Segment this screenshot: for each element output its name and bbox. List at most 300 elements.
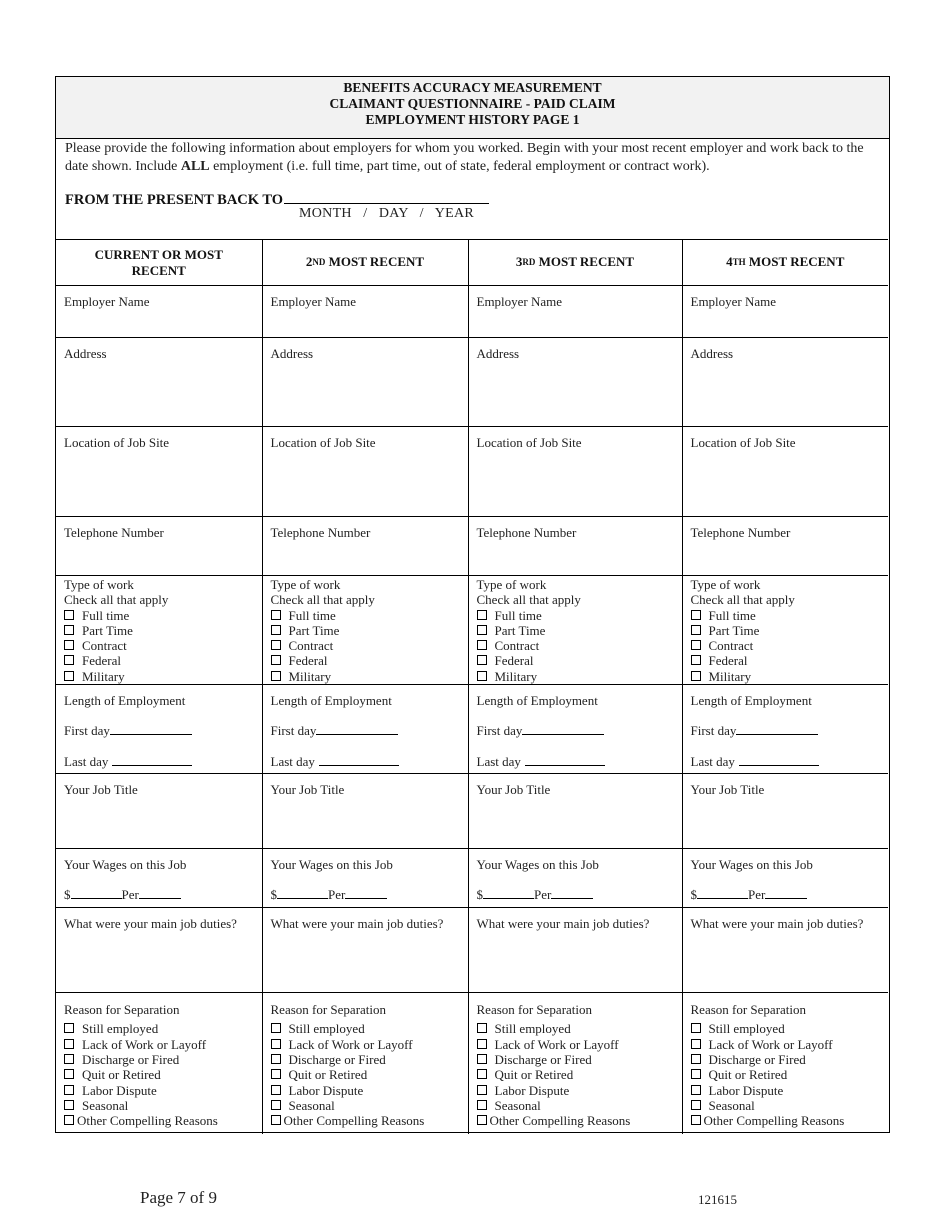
location-label: Location of Job Site bbox=[476, 435, 582, 450]
employer-name-cell[interactable] bbox=[262, 286, 468, 338]
job-title-cell[interactable] bbox=[468, 774, 682, 849]
first-day-row bbox=[64, 722, 262, 738]
job-title-cell[interactable] bbox=[56, 774, 262, 849]
work-type-option[interactable] bbox=[64, 669, 262, 684]
type-of-work-cell bbox=[682, 576, 888, 685]
checkbox-icon[interactable] bbox=[477, 671, 487, 681]
work-type-option[interactable] bbox=[477, 669, 682, 684]
separation-option[interactable] bbox=[271, 1052, 468, 1067]
duties-cell[interactable] bbox=[468, 908, 682, 993]
checkbox-icon[interactable] bbox=[271, 610, 281, 620]
telephone-label: Telephone Number bbox=[690, 525, 791, 540]
first-day-row bbox=[477, 722, 682, 738]
separation-reason-label: Discharge or Fired bbox=[82, 1051, 180, 1067]
wages-cell bbox=[468, 849, 682, 908]
work-type-option[interactable] bbox=[477, 653, 682, 668]
separation-option[interactable] bbox=[64, 1083, 262, 1098]
header-line-1: BENEFITS ACCURACY MEASUREMENT bbox=[343, 80, 602, 95]
location-cell[interactable] bbox=[56, 427, 262, 517]
work-type-label: Contract bbox=[494, 638, 540, 654]
separation-option[interactable] bbox=[271, 1067, 468, 1082]
type-of-work-label: Type of work bbox=[64, 577, 134, 592]
address-cell[interactable] bbox=[262, 338, 468, 427]
wages-label: Your Wages on this Job bbox=[690, 857, 813, 873]
separation-reason-label: Labor Dispute bbox=[708, 1082, 784, 1098]
work-type-option[interactable] bbox=[271, 653, 468, 668]
col-3rd-rest: MOST RECENT bbox=[535, 254, 635, 270]
separation-option[interactable] bbox=[271, 1098, 468, 1113]
separation-option[interactable] bbox=[64, 1052, 262, 1067]
checkbox-icon[interactable] bbox=[691, 625, 701, 635]
type-of-work-label: Type of work bbox=[690, 577, 761, 592]
column-header-row bbox=[56, 240, 888, 286]
duties-label: What were your main job duties? bbox=[690, 916, 864, 932]
checkbox-icon[interactable] bbox=[691, 655, 701, 665]
separation-reason-label: Discharge or Fired bbox=[288, 1051, 386, 1067]
checkbox-icon[interactable] bbox=[64, 1054, 74, 1064]
last-day-field[interactable] bbox=[525, 753, 605, 766]
checkbox-icon[interactable] bbox=[271, 671, 281, 681]
checkbox-icon[interactable] bbox=[691, 1023, 701, 1033]
last-day-label: Last day bbox=[476, 753, 521, 769]
employer-name-cell[interactable] bbox=[468, 286, 682, 338]
checkbox-icon[interactable] bbox=[271, 640, 281, 650]
first-day-label: First day bbox=[690, 723, 737, 739]
checkbox-icon[interactable] bbox=[64, 1023, 74, 1033]
separation-option[interactable] bbox=[477, 1037, 682, 1052]
last-day-row bbox=[477, 753, 682, 769]
separation-reason-label: Quit or Retired bbox=[288, 1067, 368, 1083]
dollar-sign: $ bbox=[270, 887, 277, 903]
wage-period-field[interactable] bbox=[345, 886, 387, 899]
work-type-option[interactable] bbox=[691, 623, 889, 638]
instructions-bold: ALL bbox=[180, 159, 210, 174]
per-label: Per bbox=[748, 887, 766, 903]
address-label: Address bbox=[64, 346, 107, 361]
length-label: Length of Employment bbox=[476, 693, 598, 709]
separation-reason-label: Labor Dispute bbox=[288, 1082, 364, 1098]
duties-cell[interactable] bbox=[262, 908, 468, 993]
employment-grid bbox=[56, 239, 888, 1134]
work-type-option[interactable] bbox=[271, 669, 468, 684]
per-label: Per bbox=[328, 887, 346, 903]
wage-amount-row bbox=[64, 886, 262, 902]
duties-label: What were your main job duties? bbox=[270, 916, 444, 932]
duties-label: What were your main job duties? bbox=[64, 916, 237, 932]
address-cell[interactable] bbox=[56, 338, 262, 427]
checkbox-icon[interactable] bbox=[271, 625, 281, 635]
work-type-option[interactable] bbox=[477, 608, 682, 623]
separation-option[interactable] bbox=[691, 1037, 889, 1052]
per-label: Per bbox=[534, 887, 552, 903]
wages-cell bbox=[262, 849, 468, 908]
separation-row bbox=[56, 993, 888, 1134]
col-4th-rest: MOST RECENT bbox=[745, 254, 845, 270]
last-day-field[interactable] bbox=[319, 753, 399, 766]
length-cell bbox=[468, 685, 682, 774]
separation-option[interactable] bbox=[64, 1021, 262, 1036]
duties-cell[interactable] bbox=[682, 908, 888, 993]
checkbox-icon[interactable] bbox=[64, 1100, 74, 1110]
checkbox-icon[interactable] bbox=[477, 1039, 487, 1049]
job-title-cell[interactable] bbox=[682, 774, 888, 849]
type-of-work-label: Type of work bbox=[270, 577, 341, 592]
separation-reason-label: Still employed bbox=[708, 1021, 785, 1037]
work-type-option[interactable] bbox=[477, 623, 682, 638]
wages-cell bbox=[682, 849, 888, 908]
location-cell[interactable] bbox=[262, 427, 468, 517]
dollar-sign: $ bbox=[476, 887, 483, 903]
address-label: Address bbox=[690, 346, 734, 361]
wage-amount-field[interactable] bbox=[483, 886, 534, 899]
check-all-label: Check all that apply bbox=[476, 592, 581, 608]
checkbox-icon[interactable] bbox=[271, 1069, 281, 1079]
separation-option[interactable] bbox=[691, 1083, 889, 1098]
separation-reason-label: Still employed bbox=[288, 1021, 365, 1037]
checkbox-icon[interactable] bbox=[691, 1115, 701, 1125]
work-type-label: Federal bbox=[708, 653, 748, 669]
employer-name-row bbox=[56, 286, 888, 338]
job-title-label: Your Job Title bbox=[476, 782, 551, 798]
checkbox-icon[interactable] bbox=[477, 1054, 487, 1064]
separation-reason-label: Seasonal bbox=[708, 1097, 755, 1113]
checkbox-icon[interactable] bbox=[64, 1069, 74, 1079]
separation-option[interactable] bbox=[477, 1067, 682, 1082]
location-label: Location of Job Site bbox=[270, 435, 376, 450]
col-3rd-header bbox=[468, 240, 682, 286]
checkbox-icon[interactable] bbox=[691, 1054, 701, 1064]
job-title-row bbox=[56, 774, 888, 849]
work-type-label: Federal bbox=[82, 653, 121, 669]
work-type-label: Federal bbox=[288, 653, 328, 669]
type-of-work-cell bbox=[56, 576, 262, 685]
checkbox-icon[interactable] bbox=[64, 640, 74, 650]
instructions bbox=[65, 140, 880, 176]
separation-reason-label: Lack of Work or Layoff bbox=[708, 1036, 833, 1052]
work-type-label: Part Time bbox=[82, 622, 133, 638]
separation-option[interactable] bbox=[271, 1113, 468, 1128]
per-label: Per bbox=[121, 887, 139, 903]
employer-name-cell[interactable] bbox=[56, 286, 262, 338]
separation-option[interactable] bbox=[477, 1021, 682, 1036]
last-day-label: Last day bbox=[64, 753, 109, 769]
work-type-option[interactable] bbox=[691, 638, 889, 653]
checkbox-icon[interactable] bbox=[271, 1054, 281, 1064]
first-day-label: First day bbox=[270, 723, 317, 739]
checkbox-icon[interactable] bbox=[477, 640, 487, 650]
form-header bbox=[56, 77, 889, 139]
checkbox-icon[interactable] bbox=[477, 1069, 487, 1079]
separation-option[interactable] bbox=[271, 1083, 468, 1098]
separation-cell bbox=[56, 993, 262, 1134]
type-of-work-row bbox=[56, 576, 888, 685]
work-type-label: Military bbox=[288, 668, 332, 684]
separation-option[interactable] bbox=[691, 1098, 889, 1113]
telephone-label: Telephone Number bbox=[476, 525, 577, 540]
dollar-sign: $ bbox=[64, 887, 71, 903]
wage-amount-field[interactable] bbox=[71, 886, 122, 899]
duties-label: What were your main job duties? bbox=[476, 916, 650, 932]
separation-option[interactable] bbox=[271, 1021, 468, 1036]
location-cell[interactable] bbox=[682, 427, 888, 517]
separation-reason-label: Discharge or Fired bbox=[708, 1051, 806, 1067]
work-type-option[interactable] bbox=[691, 669, 889, 684]
check-all-label: Check all that apply bbox=[270, 592, 375, 608]
checkbox-icon[interactable] bbox=[64, 1039, 74, 1049]
separation-option[interactable] bbox=[64, 1037, 262, 1052]
work-type-label: Full time bbox=[708, 607, 756, 623]
separation-reason-label: Seasonal bbox=[82, 1097, 129, 1113]
address-label: Address bbox=[270, 346, 314, 361]
checkbox-icon[interactable] bbox=[64, 625, 74, 635]
work-type-label: Part Time bbox=[708, 622, 760, 638]
separation-option[interactable] bbox=[691, 1021, 889, 1036]
first-day-field[interactable] bbox=[316, 722, 398, 735]
telephone-row bbox=[56, 517, 888, 576]
location-label: Location of Job Site bbox=[64, 435, 170, 450]
wage-period-field[interactable] bbox=[765, 886, 807, 899]
col-current-label: CURRENT OR MOST RECENT bbox=[94, 247, 223, 278]
telephone-cell[interactable] bbox=[262, 517, 468, 576]
last-day-row bbox=[64, 753, 262, 769]
separation-reason-label: Labor Dispute bbox=[494, 1082, 570, 1098]
checkbox-icon[interactable] bbox=[271, 1115, 281, 1125]
col-4th-header bbox=[682, 240, 888, 286]
separation-label: Reason for Separation bbox=[64, 1002, 180, 1018]
work-type-option[interactable] bbox=[64, 638, 262, 653]
telephone-cell[interactable] bbox=[56, 517, 262, 576]
separation-reason-label: Other Compelling Reasons bbox=[703, 1113, 845, 1129]
length-row bbox=[56, 685, 888, 774]
page-number: Page 7 of 9 bbox=[140, 1188, 217, 1207]
checkbox-icon[interactable] bbox=[271, 1085, 281, 1095]
separation-reason-label: Other Compelling Reasons bbox=[283, 1113, 425, 1129]
duties-cell[interactable] bbox=[56, 908, 262, 993]
location-label: Location of Job Site bbox=[690, 435, 796, 450]
separation-reason-label: Lack of Work or Layoff bbox=[82, 1036, 207, 1052]
separation-reason-label: Still employed bbox=[82, 1021, 159, 1037]
work-type-label: Part Time bbox=[288, 622, 340, 638]
separation-option[interactable] bbox=[477, 1113, 682, 1128]
type-of-work-cell bbox=[468, 576, 682, 685]
job-title-label: Your Job Title bbox=[64, 782, 138, 798]
last-day-label: Last day bbox=[690, 753, 735, 769]
job-title-cell[interactable] bbox=[262, 774, 468, 849]
last-day-row bbox=[691, 753, 889, 769]
separation-reason-label: Seasonal bbox=[494, 1097, 541, 1113]
checkbox-icon[interactable] bbox=[271, 1100, 281, 1110]
check-all-label: Check all that apply bbox=[690, 592, 795, 608]
job-title-label: Your Job Title bbox=[690, 782, 765, 798]
length-label: Length of Employment bbox=[64, 693, 186, 709]
separation-cell bbox=[682, 993, 888, 1134]
separation-reason-label: Still employed bbox=[494, 1021, 571, 1037]
work-type-label: Contract bbox=[82, 638, 127, 654]
checkbox-icon[interactable] bbox=[64, 655, 74, 665]
checkbox-icon[interactable] bbox=[477, 610, 487, 620]
separation-option[interactable] bbox=[271, 1037, 468, 1052]
first-day-label: First day bbox=[64, 723, 110, 739]
first-day-field[interactable] bbox=[522, 722, 604, 735]
separation-label: Reason for Separation bbox=[476, 1002, 593, 1018]
checkbox-icon[interactable] bbox=[271, 1039, 281, 1049]
checkbox-icon[interactable] bbox=[691, 1085, 701, 1095]
work-type-label: Full time bbox=[288, 607, 336, 623]
checkbox-icon[interactable] bbox=[64, 1115, 74, 1125]
wages-label: Your Wages on this Job bbox=[476, 857, 599, 873]
separation-reason-label: Quit or Retired bbox=[494, 1067, 574, 1083]
separation-cell bbox=[262, 993, 468, 1134]
checkbox-icon[interactable] bbox=[691, 610, 701, 620]
header-line-3: EMPLOYMENT HISTORY PAGE 1 bbox=[365, 112, 580, 127]
checkbox-icon[interactable] bbox=[271, 1023, 281, 1033]
separation-option[interactable] bbox=[64, 1098, 262, 1113]
separation-label: Reason for Separation bbox=[690, 1002, 807, 1018]
separation-option[interactable] bbox=[691, 1052, 889, 1067]
employer-name-label: Employer Name bbox=[64, 294, 150, 309]
work-type-option[interactable] bbox=[691, 653, 889, 668]
checkbox-icon[interactable] bbox=[477, 625, 487, 635]
checkbox-icon[interactable] bbox=[271, 655, 281, 665]
work-type-label: Military bbox=[708, 668, 752, 684]
form-code: 121615 bbox=[698, 1192, 737, 1207]
work-type-label: Military bbox=[494, 668, 538, 684]
form-frame bbox=[55, 76, 890, 1133]
wages-label: Your Wages on this Job bbox=[270, 857, 393, 873]
col-3rd-num: 3 bbox=[515, 254, 523, 270]
wage-amount-row bbox=[271, 886, 468, 902]
checkbox-icon[interactable] bbox=[64, 671, 74, 681]
work-type-option[interactable] bbox=[64, 653, 262, 668]
separation-option[interactable] bbox=[691, 1067, 889, 1082]
work-type-label: Full time bbox=[82, 607, 130, 623]
checkbox-icon[interactable] bbox=[691, 1069, 701, 1079]
check-all-label: Check all that apply bbox=[64, 592, 169, 608]
first-day-field[interactable] bbox=[736, 722, 818, 735]
type-of-work-cell bbox=[262, 576, 468, 685]
checkbox-icon[interactable] bbox=[691, 1100, 701, 1110]
length-cell bbox=[56, 685, 262, 774]
work-type-option[interactable] bbox=[271, 608, 468, 623]
col-2nd-sup: ND bbox=[312, 257, 326, 268]
wage-amount-row bbox=[477, 886, 682, 902]
separation-option[interactable] bbox=[477, 1083, 682, 1098]
separation-option[interactable] bbox=[477, 1052, 682, 1067]
length-label: Length of Employment bbox=[690, 693, 812, 709]
work-type-label: Contract bbox=[288, 638, 334, 654]
work-type-option[interactable] bbox=[477, 638, 682, 653]
duties-row bbox=[56, 908, 888, 993]
last-day-field[interactable] bbox=[112, 753, 192, 766]
wages-row bbox=[56, 849, 888, 908]
telephone-label: Telephone Number bbox=[270, 525, 371, 540]
checkbox-icon[interactable] bbox=[477, 1085, 487, 1095]
separation-reason-label: Labor Dispute bbox=[82, 1082, 157, 1098]
col-2nd-header bbox=[262, 240, 468, 286]
work-type-option[interactable] bbox=[271, 623, 468, 638]
telephone-cell[interactable] bbox=[682, 517, 888, 576]
checkbox-icon[interactable] bbox=[477, 1100, 487, 1110]
checkbox-icon[interactable] bbox=[477, 1023, 487, 1033]
wage-amount-row bbox=[691, 886, 889, 902]
location-row bbox=[56, 427, 888, 517]
telephone-cell[interactable] bbox=[468, 517, 682, 576]
job-title-label: Your Job Title bbox=[270, 782, 345, 798]
wage-amount-field[interactable] bbox=[277, 886, 328, 899]
work-type-option[interactable] bbox=[64, 623, 262, 638]
work-type-option[interactable] bbox=[271, 638, 468, 653]
first-day-row bbox=[271, 722, 468, 738]
telephone-label: Telephone Number bbox=[64, 525, 164, 540]
checkbox-icon[interactable] bbox=[691, 1039, 701, 1049]
col-4th-num: 4 bbox=[726, 254, 733, 270]
work-type-label: Federal bbox=[494, 653, 534, 669]
col-2nd-num: 2 bbox=[305, 254, 313, 270]
separation-reason-label: Other Compelling Reasons bbox=[77, 1113, 218, 1129]
work-type-option[interactable] bbox=[691, 608, 889, 623]
col-3rd-sup: RD bbox=[522, 257, 536, 268]
work-type-label: Full time bbox=[494, 607, 542, 623]
from-date-field[interactable] bbox=[284, 189, 489, 204]
address-label: Address bbox=[476, 346, 520, 361]
last-day-field[interactable] bbox=[739, 753, 819, 766]
col-current-header bbox=[56, 240, 262, 286]
checkbox-icon[interactable] bbox=[64, 1085, 74, 1095]
address-cell[interactable] bbox=[468, 338, 682, 427]
instructions-text-1: Please provide the following information about employers for whom you worked. Begin with your most recent employer and work back to the date shown. Include bbox=[65, 141, 864, 174]
header-line-2: CLAIMANT QUESTIONNAIRE - PAID CLAIM bbox=[329, 96, 616, 111]
separation-reason-label: Quit or Retired bbox=[82, 1067, 161, 1083]
separation-reason-label: Lack of Work or Layoff bbox=[494, 1036, 619, 1052]
separation-option[interactable] bbox=[691, 1113, 889, 1128]
employer-name-cell[interactable] bbox=[682, 286, 888, 338]
separation-reason-label: Quit or Retired bbox=[708, 1067, 788, 1083]
employer-name-label: Employer Name bbox=[270, 294, 357, 309]
instructions-text-2: employment (i.e. full time, part time, out of state, federal employment or contract work). bbox=[209, 159, 710, 174]
wage-period-field[interactable] bbox=[139, 886, 181, 899]
length-cell bbox=[262, 685, 468, 774]
address-cell[interactable] bbox=[682, 338, 888, 427]
from-label: FROM THE PRESENT BACK TO bbox=[65, 192, 284, 208]
separation-reason-label: Discharge or Fired bbox=[494, 1051, 592, 1067]
last-day-row bbox=[271, 753, 468, 769]
wages-cell bbox=[56, 849, 262, 908]
checkbox-icon[interactable] bbox=[477, 1115, 487, 1125]
address-row bbox=[56, 338, 888, 427]
wage-period-field[interactable] bbox=[551, 886, 593, 899]
first-day-field[interactable] bbox=[110, 722, 192, 735]
separation-option[interactable] bbox=[64, 1067, 262, 1082]
employer-name-label: Employer Name bbox=[476, 294, 563, 309]
work-type-label: Contract bbox=[708, 638, 754, 654]
checkbox-icon[interactable] bbox=[64, 610, 74, 620]
work-type-option[interactable] bbox=[64, 608, 262, 623]
separation-option[interactable] bbox=[477, 1098, 682, 1113]
location-cell[interactable] bbox=[468, 427, 682, 517]
wage-amount-field[interactable] bbox=[697, 886, 748, 899]
separation-label: Reason for Separation bbox=[270, 1002, 387, 1018]
length-cell bbox=[682, 685, 888, 774]
checkbox-icon[interactable] bbox=[691, 640, 701, 650]
type-of-work-label: Type of work bbox=[476, 577, 547, 592]
checkbox-icon[interactable] bbox=[477, 655, 487, 665]
date-format-hint: MONTH / DAY / YEAR bbox=[299, 206, 475, 221]
last-day-label: Last day bbox=[270, 753, 315, 769]
checkbox-icon[interactable] bbox=[691, 671, 701, 681]
col-4th-sup: TH bbox=[732, 257, 746, 268]
separation-option[interactable] bbox=[64, 1113, 262, 1128]
separation-reason-label: Lack of Work or Layoff bbox=[288, 1036, 413, 1052]
